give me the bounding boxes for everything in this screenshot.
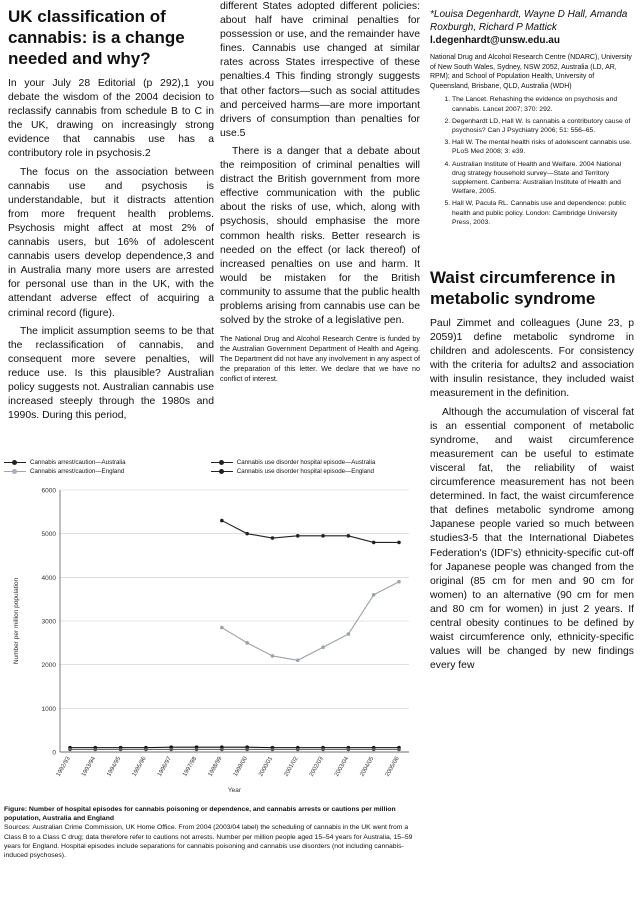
legend-swatch [211,471,233,472]
reference-item: 1. The Lancet. Rehashing the evidence on psychosis and cannabis. Lancet 2007; 370: 292. [452,95,634,113]
data-point [271,536,275,540]
data-point [397,541,401,545]
reference-item: 2. Degenhardt LD, Hall W. Is cannabis a contributory cause of psychosis? Can J Psychiatry 2006; 51: 556–65. [452,117,634,135]
y-tick-label: 0 [52,749,56,757]
paragraph: Paul Zimmet and colleagues (June 23, p 2059)1 define metabolic syndrome in children and adolescents. For consistency with the criteria for adults2 and association with insulin resistance, they included waist measurement in the definition. [430,318,634,400]
data-point [296,534,300,538]
y-tick-label: 3000 [41,618,56,626]
data-point [220,519,224,523]
x-axis-label: Year [227,787,242,794]
data-point [397,580,401,584]
paragraph: The implicit assumption seems to be that the reclassification of cannabis, and consequent more severe penalties, will reduce use. Is this plausible? Australian policy suggests not. Australian cannabis use increased steeply through the 1980s and 1990s. During this period, [8,325,214,422]
data-point [347,748,351,752]
data-point [220,626,224,630]
y-axis-label: Number per million population [13,577,20,665]
data-point [347,534,351,538]
authors: *Louisa Degenhardt, Wayne D Hall, Amanda Roxburgh, Richard P Mattick l.degenhardt@unsw.edu.au [430,9,628,46]
legend-item: Cannabis use disorder hospital episode—Australia [211,458,416,467]
legend-item: Cannabis arrest/caution—England [4,467,209,476]
article-title-2: Waist circumference in metabolic syndrome [430,268,616,309]
legend-item: Cannabis arrest/caution—Australia [4,458,209,467]
series-line [222,521,399,543]
data-point [397,748,401,752]
data-point [321,645,325,649]
reference-list [430,95,634,227]
affiliation: National Drug and Alcohol Research Centre (NDARC), University of New South Wales, Sydney, NSW 2052, Australia (LD, AR, RPM); and School of Population Health, University of Queensland, Brisbane, QLD, Australia (WDH) [430,54,632,90]
data-point [195,748,199,752]
data-point [347,632,351,636]
data-point [169,748,173,752]
data-point [220,748,224,752]
paragraph: different States adopted different policies: about half have criminal penalties for possession or use, and the remainder have fines. Cannabis use changed at similar rates across States irrespective of these penalties.4 This finding strongly suggests that other factors—such as social attitudes and perceived harms—are more important drivers of consumption than penalties for use.5 [220,1,420,139]
legend-swatch [4,471,26,472]
data-point [245,532,249,536]
y-tick-label: 1000 [41,705,56,713]
data-point [372,593,376,597]
y-tick-label: 5000 [41,531,56,539]
data-point [271,748,275,752]
data-point [296,748,300,752]
x-tick-label: 2000/01 [258,756,275,778]
data-point [372,541,376,545]
column-1 [8,0,214,427]
legend-swatch [4,462,26,463]
x-tick-label: 1995/96 [131,756,148,778]
line-chart [4,476,424,796]
y-tick-label: 6000 [41,487,56,495]
x-tick-label: 1993/94 [80,756,98,778]
legend-swatch [211,462,233,463]
x-tick-label: 1998/99 [207,756,224,778]
paragraph: Although the accumulation of visceral fat is an essential component of metabolic syndrome, and waist circumference measurement can be useful to estimate visceral fat, the reliability of waist circumference measurement has not been determined. In fact, the waist circumference that defines metabolic syndrome among Japanese people varied so much between studies3-5 that the International Diabetes Federation's (IDF's) ethnicity-specific cut-off for Japanese people was changed from the original (85 cm for men and 90 cm for women) to an alternative (90 cm for men and 80 cm for women) in just 2 years. If central obesity continues to be defined by waist circumference only, ethnicity-specific values will be changed by new findings every few [430,406,634,672]
x-tick-label: 1996/97 [156,756,173,778]
data-point [271,654,275,658]
data-point [119,748,123,752]
chart-legend [4,458,424,476]
y-tick-label: 4000 [41,574,56,582]
x-tick-label: 2004/05 [359,756,376,778]
article-title: UK classification of cannabis: is a change needed and why? [8,7,185,68]
data-point [245,641,249,645]
paragraph: In your July 28 Editorial (p 292),1 you debate the wisdom of the 2004 decision to reclassify cannabis from schedule B to C in the UK, drawing on increasingly strong evidence that cannabis use has a contributory role in psychosis.2 [8,78,214,160]
x-tick-label: 2002/03 [308,756,325,778]
data-point [245,748,249,752]
y-tick-label: 2000 [41,662,56,670]
data-point [321,748,325,752]
x-tick-label: 2001/02 [283,756,300,778]
x-tick-label: 1994/95 [106,756,123,778]
paragraph: The focus on the association between cannabis use and psychosis is understandable, but it distracts attention from more frequent health problems. Psychosis might affect at most 2% of cannabis users, but 16% of adolescent cannabis users develop dependence,3 and in Australia many more users are arrested for personal use than in the UK, with the attendant adverse effect of acquiring a criminal record (figure). [8,166,214,319]
figure [4,458,424,900]
figure-caption: Figure: Number of hospital episodes for cannabis poisoning or dependence, and cannabis arrests or cautions per million population, Australia and England Sources: Australian Crime Commission, UK Home Office. From 2004 (2003/04 label) the scheduling of cannabis in the UK went from a Class B to a Class C drug; data therefore refer to cautions not arrests. Number per million people aged 15–54 years for Australia, 15–59 years for England. Hospital episodes include separations for cannabis poisoning and cannabis use disorders (not including cannabis-induced psychoses). [4,806,413,860]
data-point [68,748,72,752]
x-tick-label: 2003/04 [334,756,351,778]
legend-item: Cannabis use disorder hospital episode—England [211,467,416,476]
x-tick-label: 2005/06 [384,756,401,778]
column-3 [430,0,634,677]
x-tick-label: 1999/00 [232,756,249,778]
data-point [296,659,300,663]
reference-item: 3. Hall W. The mental health risks of adolescent cannabis use. PLoS Med 2008; 3: e39. [452,138,634,156]
paragraph: There is a danger that a debate about the reimposition of criminal penalties will distract the British government from more effective communication with the public about the risks of use, which, along with psychosis, should emphasise the more common health risks. Better research is needed on the effect (or lack thereof) of increased penalties on use and harm. It would be mistaken for the British community to assume that the public health problems arising from cannabis use can be solved by the stroke of a legislative pen. [220,145,420,327]
reference-item: 5. Hall W, Pacula RL. Cannabis use and dependence: public health and public policy. London: Cambridge University Press, 2003. [452,199,634,227]
x-tick-label: 1992/93 [55,756,72,778]
author-email[interactable]: l.degenhardt@unsw.edu.au [430,35,560,46]
data-point [321,534,325,538]
data-point [144,748,148,752]
x-tick-label: 1997/98 [182,756,199,778]
data-point [372,748,376,752]
reference-item: 4. Australian Institute of Health and Welfare. 2004 National drug strategy household survey—State and Territory supplement. Canberra: Australian Institute of Health and Welfare, 2005. [452,160,634,197]
column-2 [220,0,420,388]
funding-note: The National Drug and Alcohol Research Centre is funded by the Australian Government Department of Health and Ageing. The Department did not have any involvement in any aspect of the preparation of this letter. We declare that we have no conflict of interest. [220,334,420,384]
data-point [94,748,98,752]
